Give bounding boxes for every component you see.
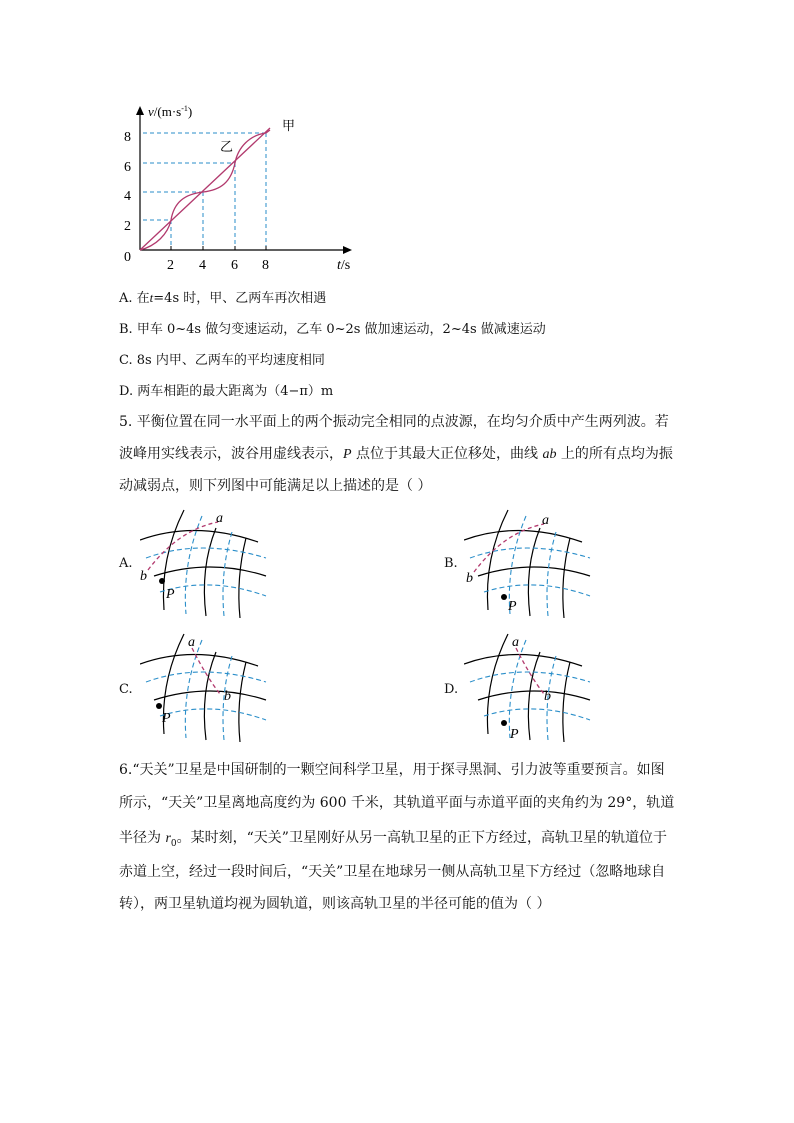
x-axis-label: t/s (337, 258, 351, 273)
label-b: b (466, 571, 473, 586)
y-axis-label: $v/(m\cdot s^{-1})$ (148, 104, 193, 119)
y-tick-label: 2 (124, 219, 131, 234)
q6-line-3: 半径为 $r_0$。某时刻，“天关”卫星刚好从另一高轨卫星的正下方经过，高轨卫星的轨道位于 (119, 830, 667, 849)
y-tick-label: 4 (124, 189, 131, 204)
q5-option-letter: B. (444, 556, 458, 571)
x-axis-arrow (343, 246, 352, 254)
q4-option-b: B. 甲车 0~4s 做匀变速运动，乙车 0~2s 做加速运动，2~4s 做减速运动 (119, 322, 546, 337)
q5-line-3: 动减弱点，则下列图中可能满足以上描述的是（ ） (119, 478, 432, 494)
q5-diagram-b (464, 508, 594, 620)
label-p: P (510, 727, 519, 742)
label-jia: 甲 (282, 119, 296, 134)
q6-line-1: 6.“天关”卫星是中国研制的一颗空间科学卫星，用于探寻黑洞、引力波等重要预言。如图 (119, 762, 665, 778)
label-b: b (224, 689, 231, 704)
q4-option-a: A. 在t=4s 时，甲、乙两车再次相遇 (119, 290, 327, 306)
x-tick-label: 2 (167, 258, 174, 273)
x-tick-label: 4 (199, 258, 206, 273)
q5-line-2: 波峰用实线表示，波谷用虚线表示，P 点位于其最大正位移处，曲线 ab 上的所有点均为振 (119, 446, 673, 462)
label-p: P (166, 587, 175, 602)
x-tick-label: 6 (231, 258, 238, 273)
label-a: a (542, 513, 549, 528)
q5-diagram-c (140, 632, 270, 744)
q5-option-letter: D. (444, 682, 459, 697)
label-p: P (162, 711, 171, 726)
q6-line-5: 转），两卫星轨道均视为圆轨道，则该高轨卫星的半径可能的值为（ ） (119, 896, 551, 912)
point-p (159, 578, 165, 584)
y-axis-arrow (136, 106, 144, 115)
point-p (156, 703, 162, 709)
origin-label: 0 (124, 250, 131, 265)
q5-option-letter: C. (119, 682, 133, 697)
velocity-time-graph (110, 100, 370, 280)
q5-option-letter: A. (119, 556, 133, 571)
q5-diagram-d (464, 632, 594, 744)
x-tick-label: 8 (262, 258, 269, 273)
q6-line-4: 赤道上空，经过一段时间后，“天关”卫星在地球另一侧从高轨卫星下方经过（忽略地球自 (119, 864, 666, 880)
line-jia (140, 128, 270, 250)
label-a: a (188, 635, 195, 650)
label-b: b (140, 569, 147, 584)
curve-ab (148, 522, 218, 570)
q5-line-1: 5. 平衡位置在同一水平面上的两个振动完全相同的点波源，在均匀介质中产生两列波。若 (119, 414, 669, 430)
label-p: P (508, 599, 517, 614)
label-a: a (216, 511, 223, 526)
point-p (501, 594, 507, 600)
label-yi: 乙 (220, 140, 234, 155)
label-a: a (512, 635, 519, 650)
y-tick-label: 8 (124, 130, 131, 145)
q6-line-2: 所示，“天关”卫星离地高度约为 600 千米，其轨道平面与赤道平面的夹角约为 29°，轨道 (119, 795, 675, 811)
y-tick-label: 6 (124, 160, 131, 175)
q5-diagram-a (140, 508, 270, 620)
label-b: b (544, 689, 551, 704)
q4-option-d: D. 两车相距的最大距离为（4−π）m (119, 384, 334, 399)
point-p (501, 720, 507, 726)
q4-option-c: C. 8s 内甲、乙两车的平均速度相同 (119, 353, 325, 368)
